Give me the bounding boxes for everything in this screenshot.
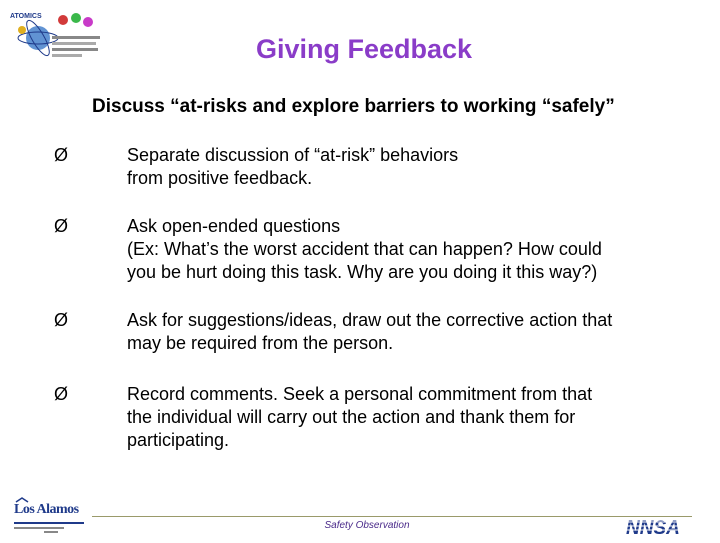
bullet-line: Separate discussion of “at-risk” behaviors [127, 145, 459, 165]
slide-subtitle: Discuss “at-risks and explore barriers to working “safely” [92, 96, 615, 117]
bullet-line: Record comments. Seek a personal commitment from that [127, 384, 593, 404]
los-alamos-logo [10, 496, 86, 536]
bullet-arrow-icon: Ø [54, 310, 69, 330]
nnsa-logo [626, 516, 694, 538]
bullet-line: participating. [127, 430, 230, 450]
bullet-arrow-icon: Ø [54, 145, 69, 165]
los-alamos-wordmark: Los Alamos [14, 502, 79, 517]
bullet-text [127, 215, 687, 284]
bullet-text [127, 383, 687, 452]
bullet-arrow-icon: Ø [54, 216, 69, 236]
bullet-line: the individual will carry out the action and thank them for [127, 407, 576, 427]
bullet-text [127, 144, 687, 190]
bullet-line: you be hurt doing this task. Why are you doing it this way?) [127, 262, 598, 282]
bullet-arrow-icon: Ø [54, 384, 69, 404]
slide-title: Giving Feedback [255, 34, 473, 64]
bullet-text [127, 309, 687, 355]
bullet-line: (Ex: What’s the worst accident that can happen? How could [127, 239, 602, 259]
atomics-logo-wordmark: ATOMICS [10, 13, 42, 20]
footer-divider [92, 516, 692, 517]
footer-caption: Safety Observation [324, 520, 410, 531]
bullet-line: from positive feedback. [127, 168, 313, 188]
nnsa-logo-wordmark: NNSA [626, 518, 680, 538]
bullet-line: may be required from the person. [127, 333, 394, 353]
bullet-line: Ask open-ended questions [127, 216, 341, 236]
bullet-line: Ask for suggestions/ideas, draw out the corrective action that [127, 310, 613, 330]
